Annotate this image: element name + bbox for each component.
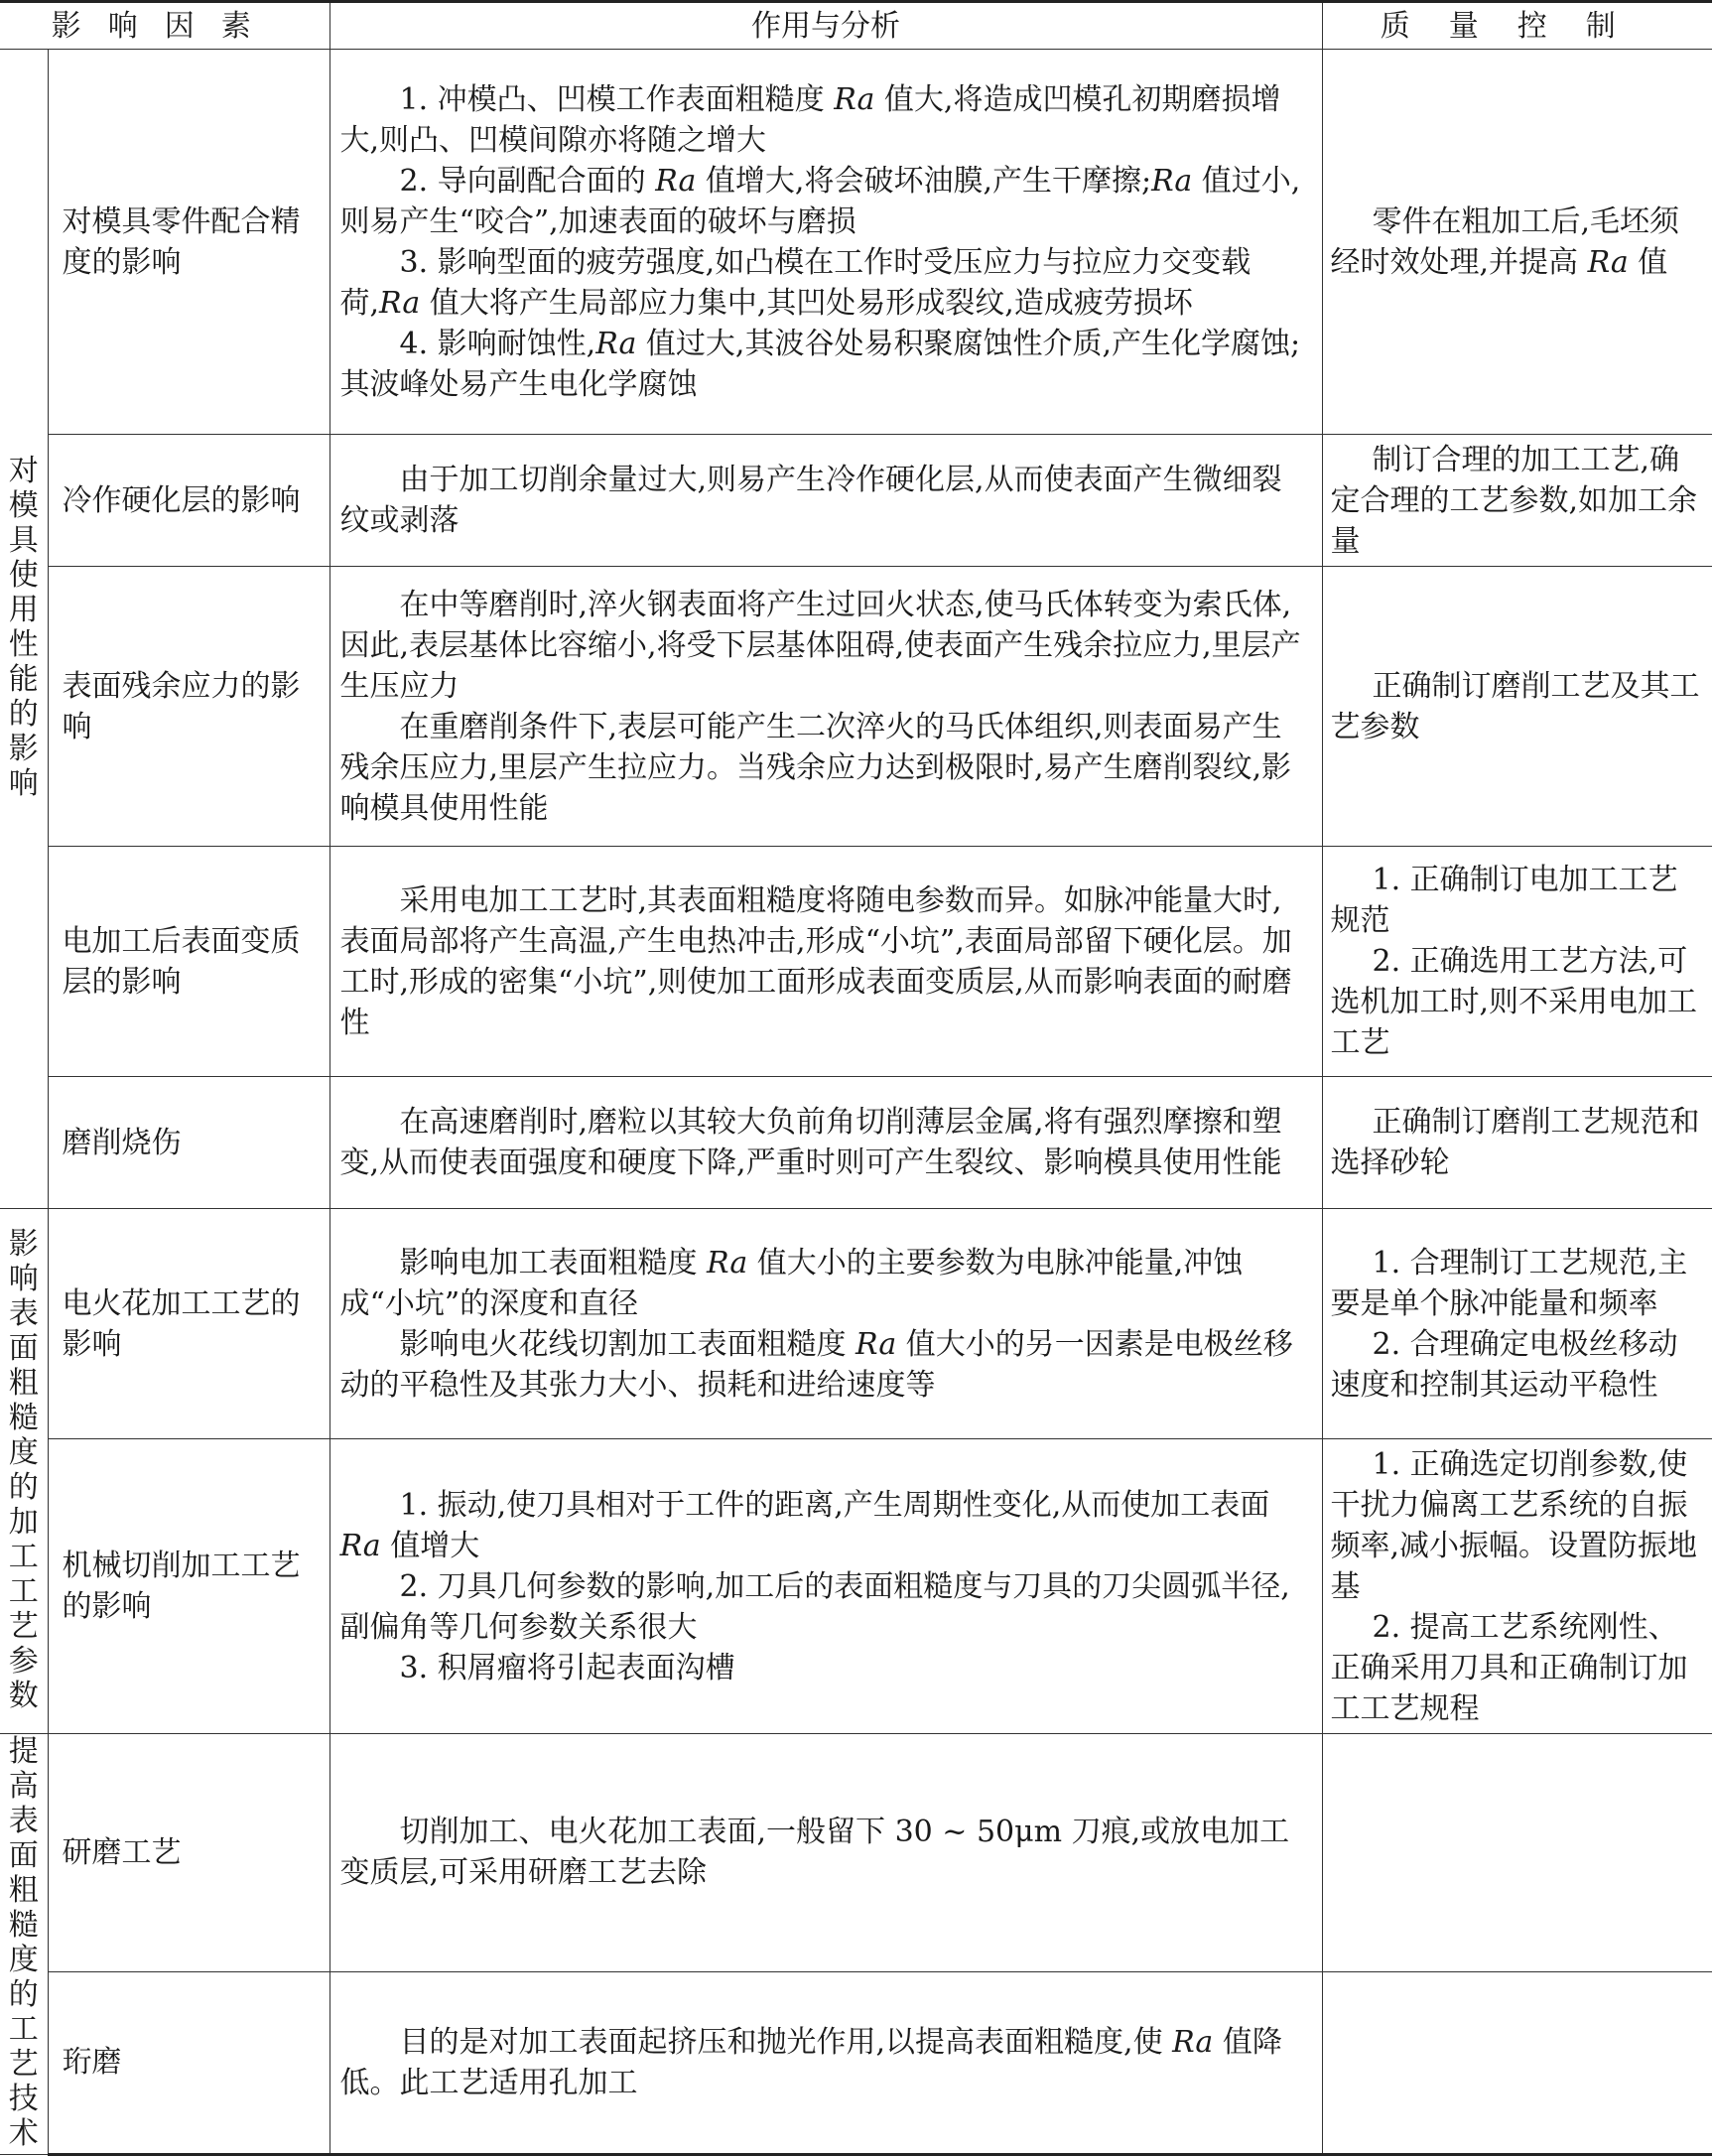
analysis-cell (329, 1077, 1322, 1209)
analysis-text: 在重磨削条件下,表层可能产生二次淬火的马氏体组织,则表面易产生残余压应力,里层产生拉应力。当残余应力达到极限时,易产生磨削裂纹,影响模具使用性能 (339, 709, 1292, 826)
table-row (0, 50, 1712, 435)
analysis-text: 3. 积屑瘤将引起表面沟槽 (399, 1650, 735, 1685)
group-label-cell (0, 1209, 48, 1734)
control-cell (1322, 1077, 1712, 1209)
control-cell (1322, 435, 1712, 567)
analysis-cell (329, 1971, 1322, 2154)
control-cell (1322, 1439, 1712, 1734)
factor-label: 电火花加工工艺的影响 (62, 1285, 301, 1362)
group-label-cell (0, 50, 48, 1209)
control-text: 正确制订磨削工艺及其工艺参数 (1330, 668, 1700, 744)
analysis-cell (329, 435, 1322, 567)
factor-label: 珩磨 (62, 2045, 122, 2081)
table-row (0, 435, 1712, 567)
factor-label: 电加工后表面变质层的影响 (62, 923, 301, 1000)
table-header-row (0, 2, 1712, 50)
control-text: 2. 合理确定电极丝移动速度和控制其运动平稳性 (1330, 1326, 1678, 1403)
control-text: 零件在粗加工后,毛坯须经时效处理,并提高 Ra 值 (1330, 203, 1680, 280)
factor-cell (48, 1734, 329, 1972)
analysis-text: 2. 刀具几何参数的影响,加工后的表面粗糙度与刀具的刀尖圆弧半径,副偏角等几何参数关系很大 (339, 1568, 1290, 1645)
table-row (0, 1209, 1712, 1439)
factor-cell (48, 435, 329, 567)
control-cell (1322, 1734, 1712, 1972)
analysis-text: 1. 振动,使刀具相对于工件的距离,产生周期性变化,从而使加工表面 Ra 值增大 (339, 1487, 1270, 1563)
analysis-text: 由于加工切削余量过大,则易产生冷作硬化层,从而使表面产生微细裂纹或剥落 (339, 463, 1282, 538)
factor-label: 磨削烧伤 (62, 1125, 182, 1160)
analysis-text: 在高速磨削时,磨粒以其较大负前角切削薄层金属,将有强烈摩擦和塑变,从而使表面强度和硬度下降,严重时则可产生裂纹、影响模具使用性能 (339, 1105, 1282, 1180)
analysis-text: 2. 导向副配合面的 Ra 值增大,将会破坏油膜,产生干摩擦;Ra 值过小,则易产生“咬合”,加速表面的破坏与磨损 (339, 163, 1301, 239)
factor-label: 研磨工艺 (62, 1834, 182, 1870)
table-row (0, 1971, 1712, 2154)
control-text: 2. 正确选用工艺方法,可选机加工时,则不采用电加工工艺 (1330, 944, 1698, 1060)
control-text: 1. 正确制订电加工工艺规范 (1330, 863, 1678, 938)
analysis-cell (329, 50, 1322, 435)
factor-cell (48, 1209, 329, 1439)
analysis-cell (329, 1734, 1322, 1972)
table-row (0, 1734, 1712, 1972)
control-text: 1. 正确选定切削参数,使干扰力偏离工艺系统的自振频率,减小振幅。设置防振地基 (1330, 1446, 1698, 1604)
table-row (0, 1077, 1712, 1209)
analysis-cell (329, 567, 1322, 847)
analysis-text: 影响电火花线切割加工表面粗糙度 Ra 值大小的另一因素是电极丝移动的平稳性及其张力大小、损耗和进给速度等 (339, 1326, 1293, 1403)
analysis-text: 3. 影响型面的疲劳强度,如凸模在工作时受压应力与拉应力交变载荷,Ra 值大将产生局部应力集中,其凹处易形成裂纹,造成疲劳损坏 (339, 244, 1251, 321)
control-cell (1322, 567, 1712, 847)
factor-label: 表面残余应力的影响 (62, 668, 301, 744)
control-cell (1322, 50, 1712, 435)
factor-cell (48, 1077, 329, 1209)
group-label: 影响表面粗糙度的加工工艺参数 (8, 1226, 39, 1713)
control-cell (1322, 1209, 1712, 1439)
factor-label: 机械切削加工工艺的影响 (62, 1549, 301, 1624)
header-factor: 影响因素 (0, 2, 329, 50)
analysis-text: 4. 影响耐蚀性,Ra 值过大,其波谷处易积聚腐蚀性介质,产生化学腐蚀;其波峰处易产生电化学腐蚀 (339, 326, 1301, 402)
analysis-cell (329, 1439, 1322, 1734)
table-row (0, 1439, 1712, 1734)
analysis-text: 目的是对加工表面起挤压和抛光作用,以提高表面粗糙度,使 Ra 值降低。此工艺适用孔加工 (339, 2024, 1282, 2100)
factor-cell (48, 847, 329, 1077)
group-label-cell (0, 1734, 48, 2155)
group-label: 提高表面粗糙度的工艺技术 (8, 1734, 39, 2151)
control-text: 制订合理的加工工艺,确定合理的工艺参数,如加工余量 (1330, 442, 1698, 559)
factor-label: 冷作硬化层的影响 (62, 482, 301, 518)
factor-cell (48, 1439, 329, 1734)
header-analysis: 作用与分析 (329, 2, 1322, 50)
control-text: 正确制订磨削工艺规范和选择砂轮 (1330, 1105, 1700, 1180)
header-control: 质量控制 (1322, 2, 1712, 50)
analysis-text: 采用电加工工艺时,其表面粗糙度将随电参数而异。如脉冲能量大时,表面局部将产生高温,产生电热冲击,形成“小坑”,表面局部留下硬化层。加工时,形成的密集“小坑”,则使加工面形成表面变质层,从而影响表面的耐磨性 (339, 882, 1292, 1040)
analysis-text: 影响电加工表面粗糙度 Ra 值大小的主要参数为电脉冲能量,冲蚀成“小坑”的深度和直径 (339, 1245, 1244, 1321)
table-row (0, 567, 1712, 847)
group-label: 对模具使用性能的影响 (8, 454, 39, 801)
analysis-text: 1. 冲模凸、凹模工作表面粗糙度 Ra 值大,将造成凹模孔初期磨损增大,则凸、凹模间隙亦将随之增大 (339, 81, 1281, 158)
analysis-text: 在中等磨削时,淬火钢表面将产生过回火状态,使马氏体转变为索氏体,因此,表层基体比容缩小,将受下层基体阻碍,使表面产生残余拉应力,里层产生压应力 (339, 587, 1301, 704)
table-row (0, 847, 1712, 1077)
factor-cell (48, 1971, 329, 2154)
factor-cell (48, 50, 329, 435)
factor-label: 对模具零件配合精度的影响 (62, 203, 301, 280)
analysis-cell (329, 1209, 1322, 1439)
control-text: 1. 合理制订工艺规范,主要是单个脉冲能量和频率 (1330, 1245, 1688, 1321)
factor-cell (48, 567, 329, 847)
control-cell (1322, 1971, 1712, 2154)
control-text: 2. 提高工艺系统刚性、正确采用刀具和正确制订加工工艺规程 (1330, 1609, 1688, 1726)
analysis-text: 切削加工、电火花加工表面,一般留下 30 ~ 50μm 刀痕,或放电加工变质层,可采用研磨工艺去除 (339, 1815, 1290, 1891)
analysis-cell (329, 847, 1322, 1077)
control-cell (1322, 847, 1712, 1077)
